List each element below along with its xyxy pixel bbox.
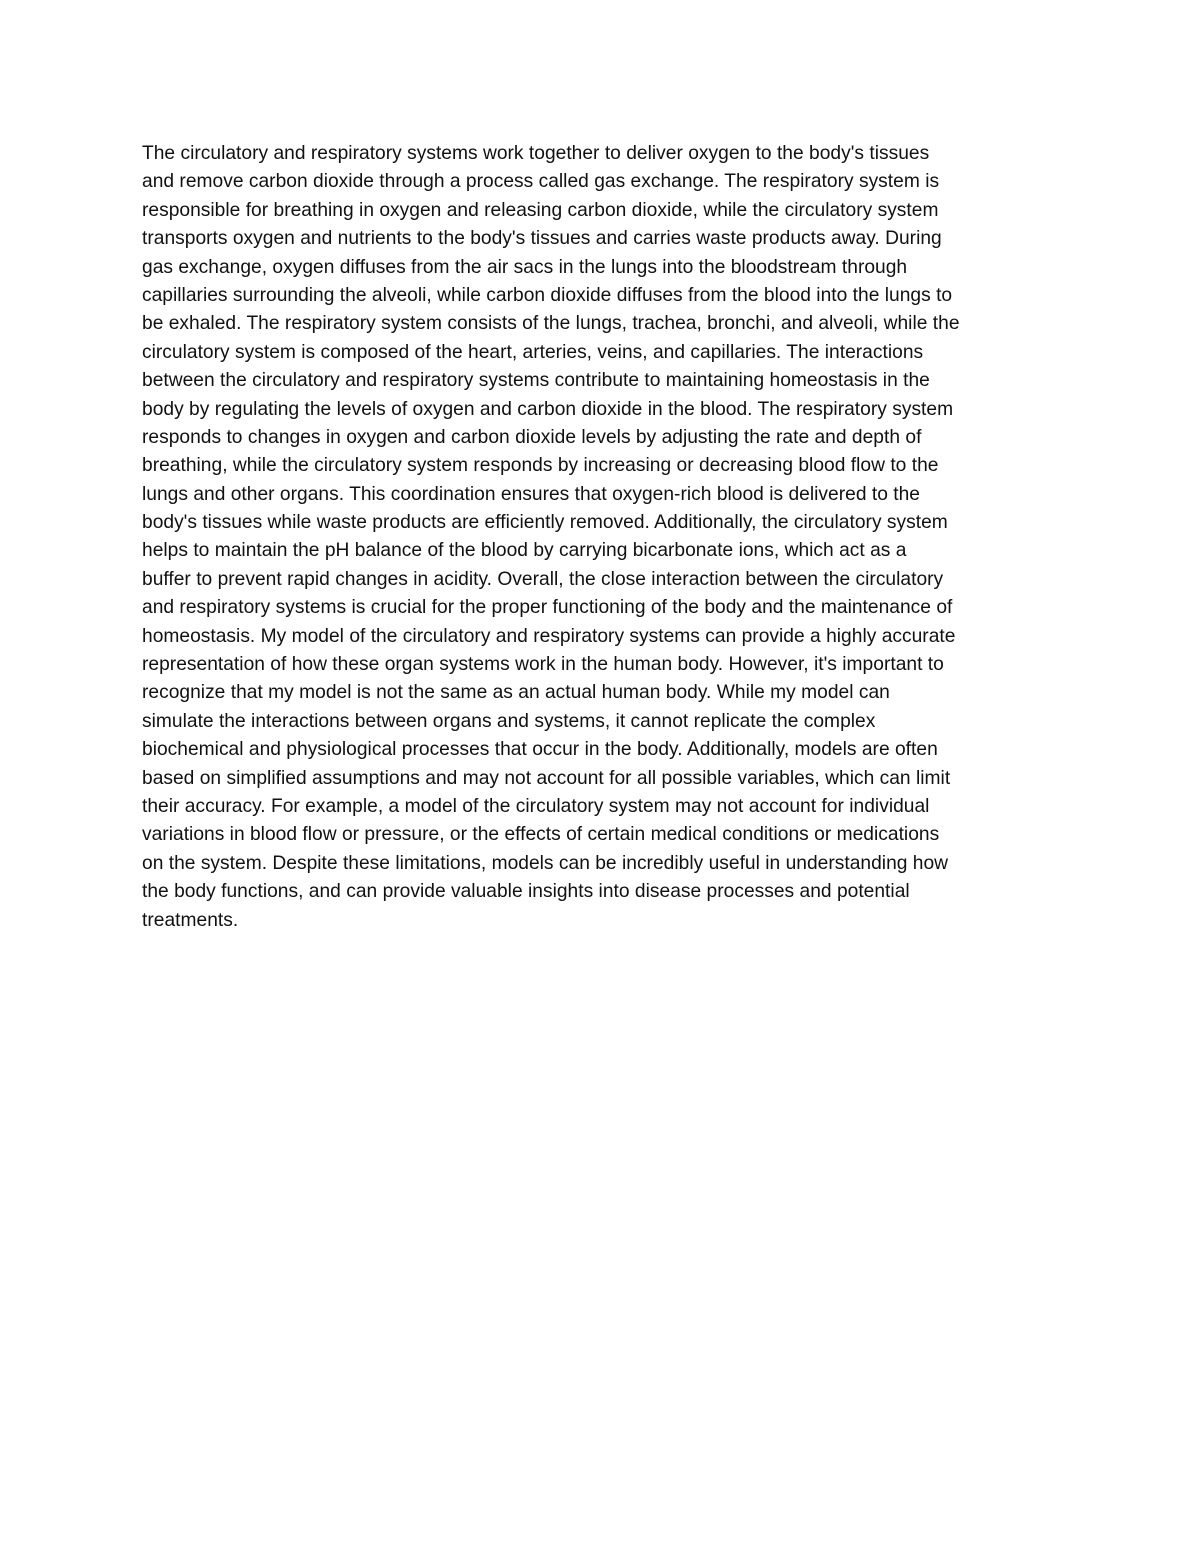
paragraph-line: breathing, while the circulatory system responds by increasing or decreasing blood flow to the xyxy=(142,455,939,477)
paragraph-line: responsible for breathing in oxygen and releasing carbon dioxide, while the circulatory system xyxy=(142,199,939,221)
paragraph-line: their accuracy. For example, a model of the circulatory system may not account for individual xyxy=(142,795,930,817)
paragraph-line: capillaries surrounding the alveoli, while carbon dioxide diffuses from the blood into the lungs to xyxy=(142,284,953,306)
paragraph-line: and remove carbon dioxide through a process called gas exchange. The respiratory system is xyxy=(142,171,940,193)
paragraph-line: circulatory system is composed of the heart, arteries, veins, and capillaries. The interactions xyxy=(142,341,924,363)
body-paragraph xyxy=(142,140,1060,935)
paragraph-line: the body functions, and can provide valuable insights into disease processes and potential xyxy=(142,881,910,903)
paragraph-line: transports oxygen and nutrients to the body's tissues and carries waste products away. During xyxy=(142,228,942,250)
paragraph-line: on the system. Despite these limitations, models can be incredibly useful in understanding how xyxy=(142,852,949,874)
paragraph-line: simulate the interactions between organs and systems, it cannot replicate the complex xyxy=(142,710,876,732)
paragraph-line: biochemical and physiological processes that occur in the body. Additionally, models are often xyxy=(142,739,938,761)
paragraph-line: The circulatory and respiratory systems work together to deliver oxygen to the body's tissues xyxy=(142,143,930,164)
paragraph-line: lungs and other organs. This coordination ensures that oxygen-rich blood is delivered to the xyxy=(142,483,920,505)
paragraph-line: variations in blood flow or pressure, or the effects of certain medical conditions or medications xyxy=(142,824,940,846)
paragraph-line: body by regulating the levels of oxygen and carbon dioxide in the blood. The respiratory system xyxy=(142,398,954,420)
paragraph-line: homeostasis. My model of the circulatory and respiratory systems can provide a highly accurate xyxy=(142,625,956,647)
paragraph-line: treatments. xyxy=(142,909,239,931)
paragraph-line: buffer to prevent rapid changes in acidity. Overall, the close interaction between the circulatory xyxy=(142,568,944,590)
paragraph-line: helps to maintain the pH balance of the blood by carrying bicarbonate ions, which act as a xyxy=(142,540,907,562)
paragraph-line: and respiratory systems is crucial for the proper functioning of the body and the maintenance of xyxy=(142,597,953,619)
paragraph-line: responds to changes in oxygen and carbon dioxide levels by adjusting the rate and depth of xyxy=(142,426,922,448)
paragraph-line: between the circulatory and respiratory systems contribute to maintaining homeostasis in the xyxy=(142,370,930,392)
paragraph-line: based on simplified assumptions and may not account for all possible variables, which can limit xyxy=(142,767,951,789)
paragraph-line: recognize that my model is not the same as an actual human body. While my model can xyxy=(142,682,890,704)
paragraph-line: representation of how these organ systems work in the human body. However, it's important to xyxy=(142,654,944,676)
paragraph-line: gas exchange, oxygen diffuses from the air sacs in the lungs into the bloodstream through xyxy=(142,256,908,278)
paragraph-line: be exhaled. The respiratory system consists of the lungs, trachea, bronchi, and alveoli, while the xyxy=(142,313,960,335)
paragraph-line: body's tissues while waste products are efficiently removed. Additionally, the circulatory system xyxy=(142,512,948,534)
